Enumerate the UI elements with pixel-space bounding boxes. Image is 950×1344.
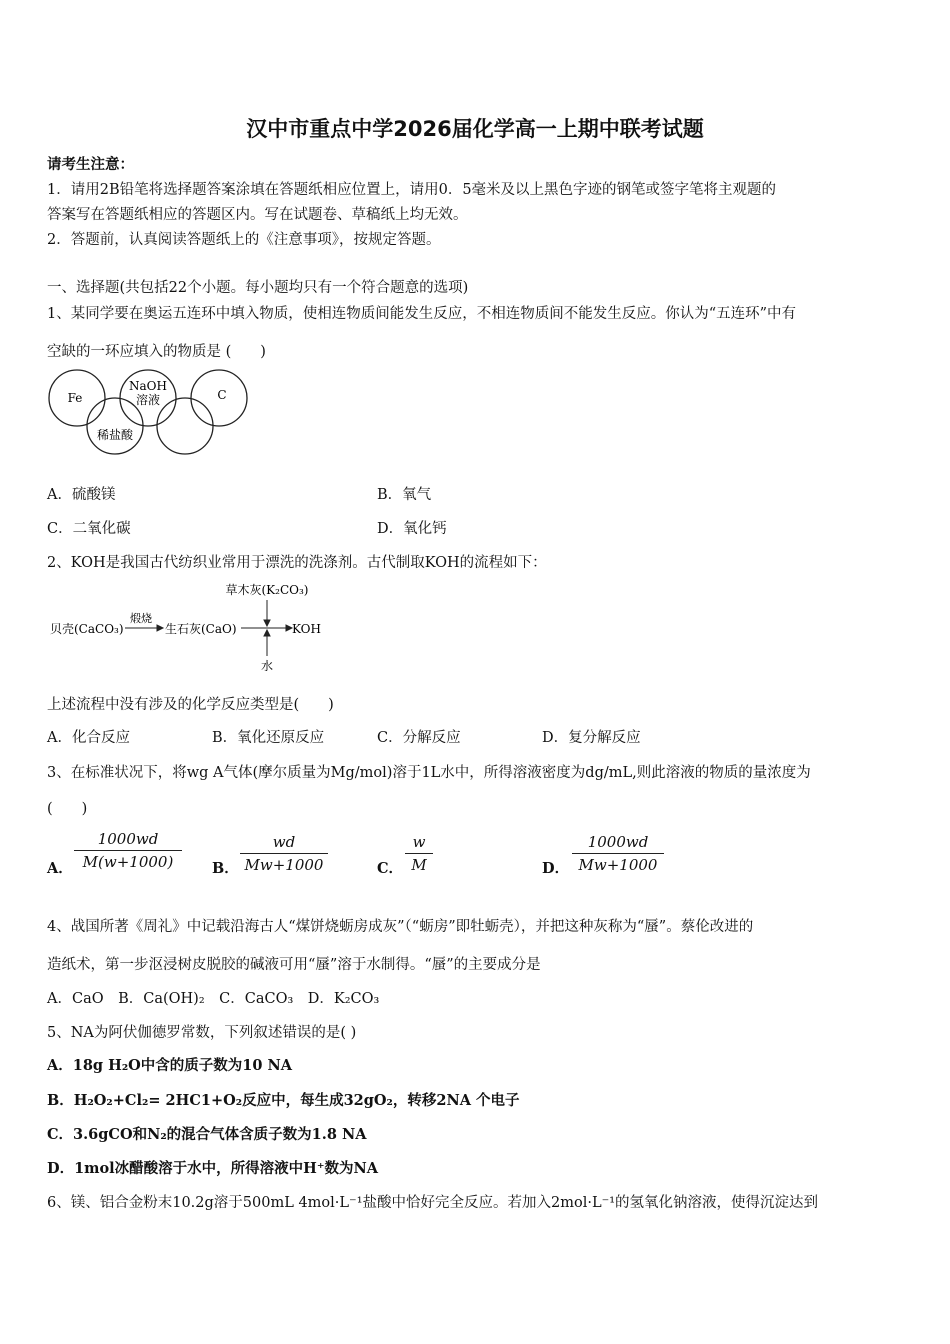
ring-label: 溶液 xyxy=(135,393,161,407)
denominator: M(w+1000) xyxy=(82,853,174,871)
ring-empty xyxy=(157,398,213,454)
flow-top: 草木灰(K₂CO₃) xyxy=(225,583,309,597)
page-title: 汉中市重点中学2026届化学高一上期中联考试题 xyxy=(246,117,704,141)
flow-bottom: 水 xyxy=(260,659,274,673)
option-a: A．化合反应 xyxy=(47,730,130,746)
option-b: B．H₂O₂+Cl₂= 2HC1+O₂反应中，每生成32gO₂，转移2NA 个电子 xyxy=(47,1092,520,1109)
option-a: A．18g H₂O中含的质子数为10 NA xyxy=(47,1057,293,1074)
option-b-fraction xyxy=(240,833,328,874)
option-c: C．分解反应 xyxy=(377,730,461,746)
ring-hcl xyxy=(87,398,143,454)
option-d: D．氧化钙 xyxy=(377,521,447,537)
ring-label: Fe xyxy=(67,391,83,405)
question-3-stem: 3、在标准状况下，将wg A气体(摩尔质量为Mg/mol)溶于1L水中，所得溶液密度为dg/mL,则此溶液的物质的量浓度为 xyxy=(47,765,811,781)
flow-middle: 生石灰(CaO) xyxy=(165,622,237,636)
question-5-stem: 5、NA为阿伏伽德罗常数，下列叙述错误的是( ) xyxy=(47,1025,357,1041)
notice-heading: 请考生注意： xyxy=(47,156,134,173)
option-a-fraction xyxy=(74,830,182,871)
option-c-label: C． xyxy=(377,860,404,877)
flow-left: 贝壳(CaCO₃) xyxy=(50,622,124,636)
option-a: A．硫酸镁 xyxy=(47,487,116,503)
question-2-stem: 2、KOH是我国古代纺织业常用于漂洗的洗涤剂。古代制取KOH的流程如下： xyxy=(47,555,547,571)
notice-line: 1．请用2B铅笔将选择题答案涂填在答题纸相应位置上，请用0．5毫米及以上黑色字迹的钢笔或签字笔将主观题的 xyxy=(47,182,777,198)
ring-label: C xyxy=(217,388,227,402)
numerator: w xyxy=(412,833,426,851)
denominator: Mw+1000 xyxy=(578,856,658,874)
option-a-label: A． xyxy=(47,860,73,877)
denominator: Mw+1000 xyxy=(244,856,324,874)
notice-line: 答案写在答题纸相应的答题区内。写在试题卷、草稿纸上均无效。 xyxy=(47,207,468,223)
notice-line: 2．答题前，认真阅读答题纸上的《注意事项》，按规定答题。 xyxy=(47,232,441,248)
question-2-prompt: 上述流程中没有涉及的化学反应类型是( ) xyxy=(47,697,334,713)
numerator: 1000wd xyxy=(97,830,159,848)
option-c: C．二氧化碳 xyxy=(47,521,131,537)
option-d-fraction xyxy=(572,833,664,874)
section-heading: 一、选择题(共包括22个小题。每小题均只有一个符合题意的选项) xyxy=(47,280,469,296)
numerator: 1000wd xyxy=(587,833,649,851)
option-d: D．复分解反应 xyxy=(542,730,641,746)
question-4-stem: 4、战国所著《周礼》中记载沿海古人“煤饼烧蛎房成灰”（“蛎房”即牡蛎壳），并把这种灰称为“蜃”。蔡伦改进的 xyxy=(47,919,754,935)
option-b-label: B． xyxy=(212,860,239,877)
option-d-label: D． xyxy=(542,860,570,877)
option-b: B．氧气 xyxy=(377,487,432,503)
question-4-options: A．CaO B．Ca(OH)₂ C．CaCO₃ D．K₂CO₃ xyxy=(47,991,380,1007)
question-1-stem-cont: 空缺的一环应填入的物质是 ( ) xyxy=(47,344,266,360)
option-d: D．1mol冰醋酸溶于水中，所得溶液中H⁺数为NA xyxy=(47,1160,379,1177)
question-6-stem: 6、镁、铝合金粉末10.2g溶于500mL 4mol·L⁻¹盐酸中恰好完全反应。若加入2mol·L⁻¹的氢氧化钠溶液，使得沉淀达到 xyxy=(47,1195,819,1211)
ring-label: 稀盐酸 xyxy=(96,428,134,442)
ring-label: NaOH xyxy=(129,379,167,393)
option-c: C．3.6gCO和N₂的混合气体含质子数为1.8 NA xyxy=(47,1126,367,1143)
denominator: M xyxy=(411,856,427,874)
question-4-stem-cont: 造纸术，第一步沤浸树皮脱胶的碱液可用“蜃”溶于水制得。“蜃”的主要成分是 xyxy=(47,957,541,973)
question-1-stem: 1、某同学要在奥运五连环中填入物质，使相连物质间能发生反应，不相连物质间不能发生反应。你认为“五连环”中有 xyxy=(47,306,797,322)
question-3-stem-cont: ( ) xyxy=(47,801,88,817)
flow-arrow-label: 煅烧 xyxy=(130,612,152,625)
olympic-rings-diagram xyxy=(45,368,255,460)
koh-flow-diagram xyxy=(45,576,345,676)
numerator: wd xyxy=(272,833,296,851)
option-b: B．氧化还原反应 xyxy=(212,730,325,746)
flow-right: KOH xyxy=(292,622,321,636)
option-c-fraction xyxy=(405,833,433,874)
